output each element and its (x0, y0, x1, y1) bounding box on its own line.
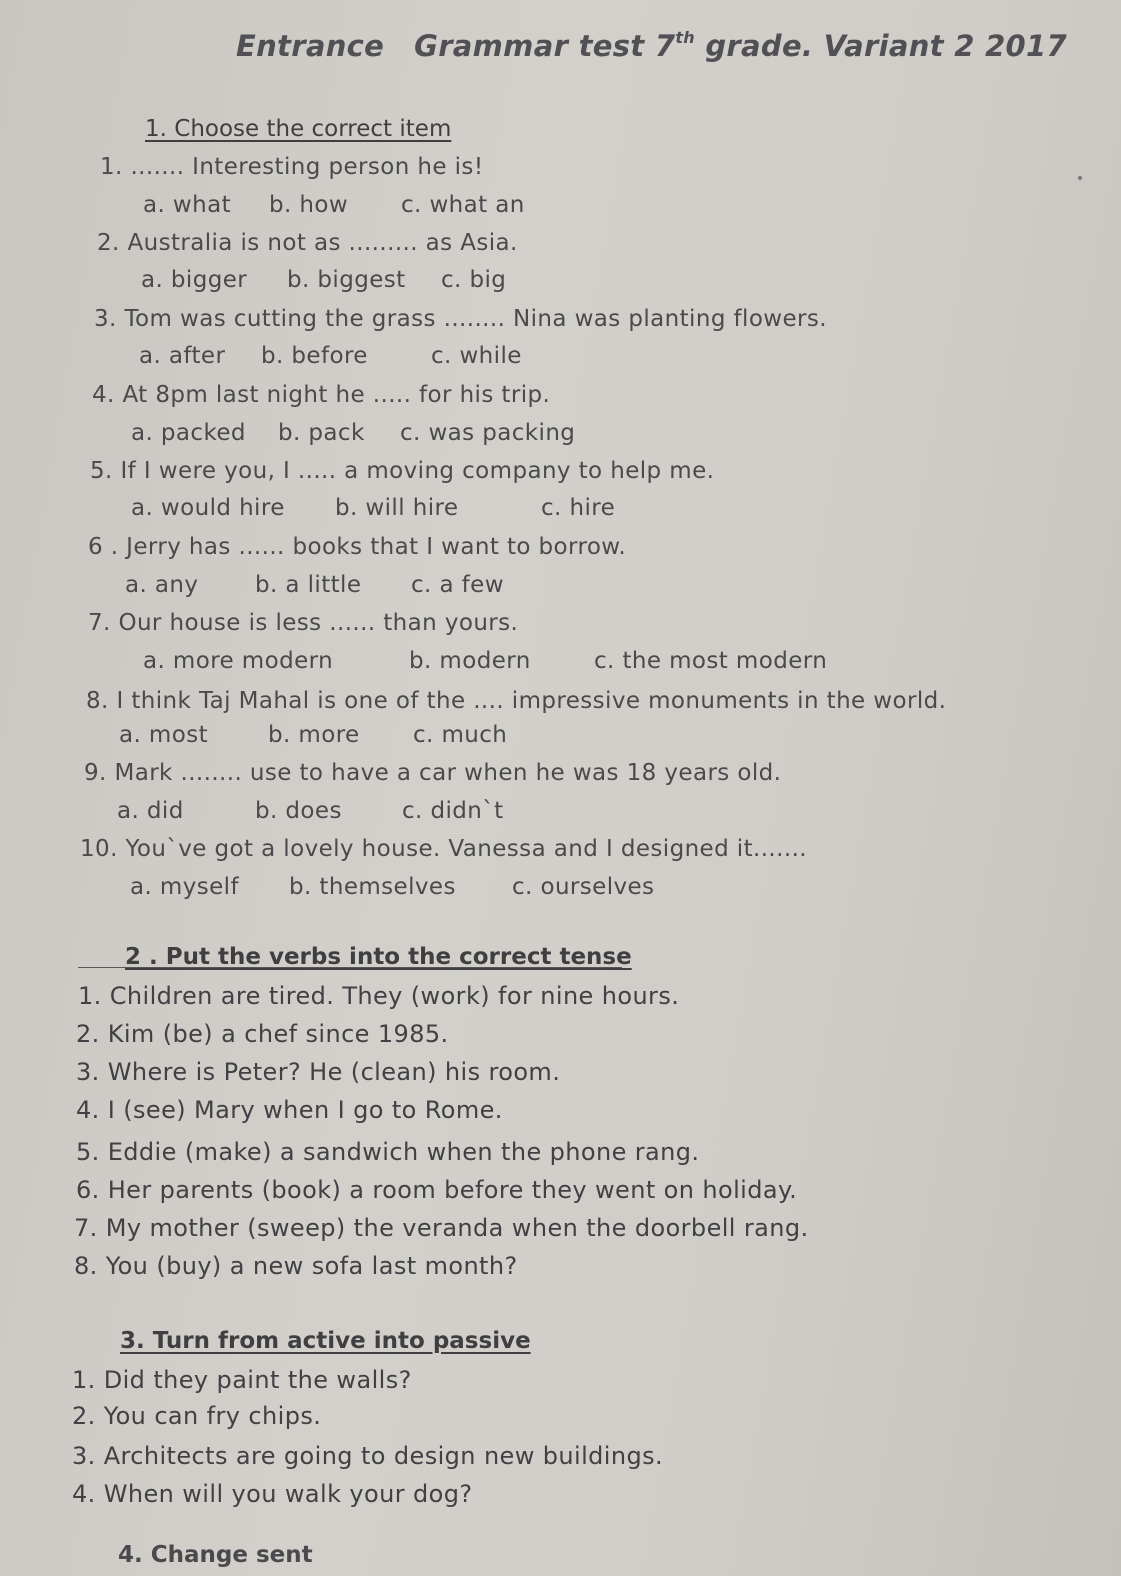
passive-item-2: 2. You can fry chips. (72, 1402, 322, 1430)
question-10: 10. You`ve got a lovely house. Vanessa and I designed it....... (80, 836, 807, 862)
question-9: 9. Mark ........ use to have a car when he was 18 years old. (84, 760, 782, 786)
option: b. how (269, 192, 349, 218)
option: c. hire (541, 495, 616, 521)
title-part-test: Grammar test 7 (414, 29, 676, 63)
option: a. packed (131, 420, 246, 446)
option: a. did (117, 798, 184, 824)
option: c. big (441, 267, 507, 293)
tense-item-7: 7. My mother (sweep) the veranda when the doorbell rang. (74, 1214, 809, 1242)
option: a. any (125, 572, 199, 598)
option: c. a few (411, 572, 504, 598)
question-8: 8. I think Taj Mahal is one of the .... impressive monuments in the world. (86, 688, 947, 714)
option: b. biggest (287, 267, 406, 293)
question-2: 2. Australia is not as ......... as Asia. (97, 230, 518, 256)
option: c. was packing (400, 420, 576, 446)
tense-item-3: 3. Where is Peter? He (clean) his room. (76, 1058, 561, 1086)
question-3: 3. Tom was cutting the grass ........ Nina was planting flowers. (94, 306, 828, 332)
option: b. modern (409, 648, 531, 674)
tense-item-2: 2. Kim (be) a chef since 1985. (76, 1020, 449, 1048)
section-1-heading: 1. Choose the correct item (145, 116, 452, 142)
tense-item-8: 8. You (buy) a new sofa last month? (74, 1252, 518, 1280)
tense-item-6: 6. Her parents (book) a room before they went on holiday. (76, 1176, 798, 1204)
option: a. most (119, 722, 208, 748)
option: a. after (139, 343, 226, 369)
tense-item-1: 1. Children are tired. They (work) for nine hours. (78, 982, 680, 1010)
option: b. a little (255, 572, 362, 598)
option: b. does (255, 798, 342, 824)
option: a. myself (130, 874, 239, 900)
option: b. more (268, 722, 360, 748)
option: a. what (143, 192, 232, 218)
question-5: 5. If I were you, I ..... a moving company to help me. (90, 458, 715, 484)
passive-item-4: 4. When will you walk your dog? (72, 1480, 473, 1508)
option: a. would hire (131, 495, 285, 521)
section-4-heading: 4. Change sent (118, 1542, 313, 1568)
title-part-grade: grade. Variant 2 2017 (694, 29, 1067, 63)
option: b. will hire (335, 495, 459, 521)
option: c. while (431, 343, 522, 369)
question-4: 4. At 8pm last night he ..... for his trip. (92, 382, 551, 408)
passive-item-3: 3. Architects are going to design new buildings. (72, 1442, 664, 1470)
page-title (236, 28, 1067, 63)
option: b. themselves (289, 874, 456, 900)
tense-item-5: 5. Eddie (make) a sandwich when the phone rang. (76, 1138, 700, 1166)
title-superscript: th (675, 28, 695, 47)
option: a. more modern (143, 648, 334, 674)
option: c. much (413, 722, 508, 748)
option: c. ourselves (512, 874, 655, 900)
option: b. pack (278, 420, 365, 446)
passive-item-1: 1. Did they paint the walls? (72, 1366, 412, 1394)
question-6: 6 . Jerry has ...... books that I want to borrow. (88, 534, 627, 560)
section-3-heading: 3. Turn from active into passive (120, 1328, 531, 1354)
ink-dot (1078, 176, 1082, 180)
tense-item-4: 4. I (see) Mary when I go to Rome. (76, 1096, 503, 1124)
option: a. bigger (141, 267, 248, 293)
section-2-heading: 2 . Put the verbs into the correct tense (125, 944, 632, 970)
question-7: 7. Our house is less ...... than yours. (88, 610, 519, 636)
question-1: 1. ....... Interesting person he is! (100, 154, 484, 180)
option: c. didn`t (402, 798, 504, 824)
title-part-entrance: Entrance (236, 29, 385, 63)
option: c. what an (401, 192, 525, 218)
option: c. the most modern (594, 648, 828, 674)
option: b. before (261, 343, 368, 369)
